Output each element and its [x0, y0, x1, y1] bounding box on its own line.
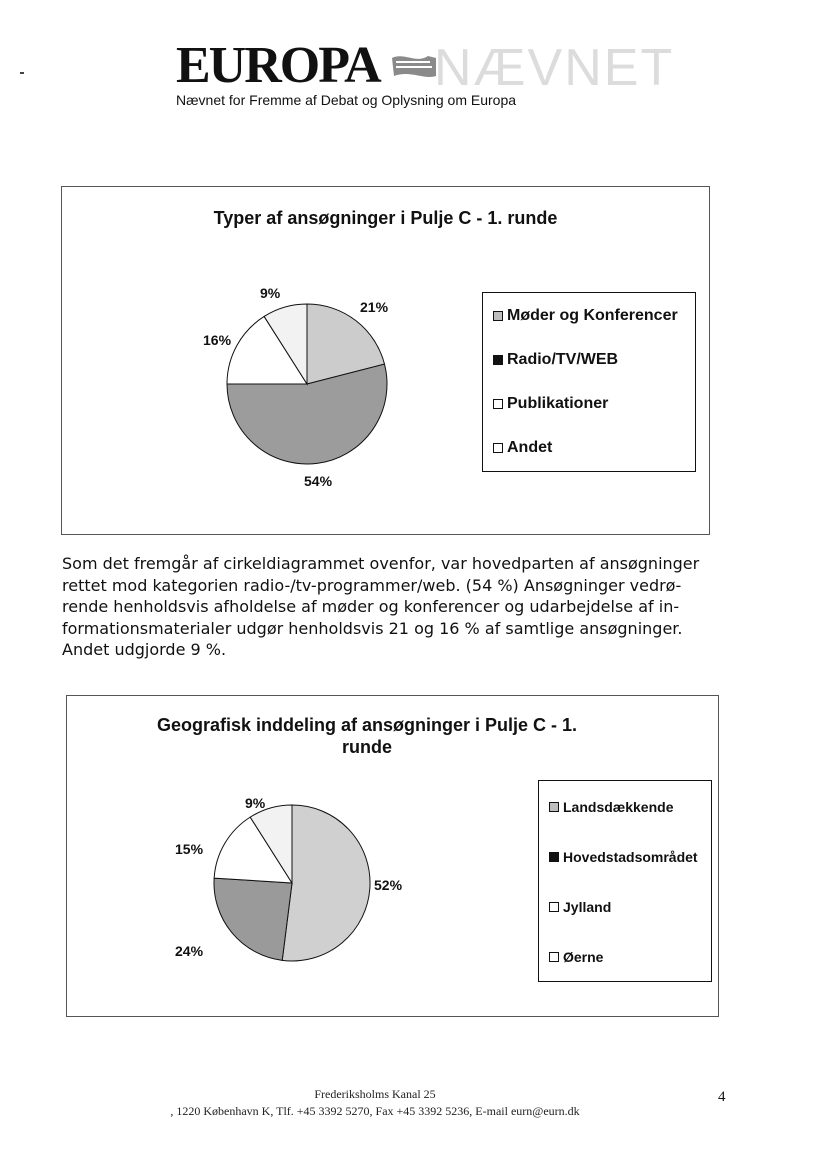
- legend-item-landsdaekkende: [549, 799, 673, 815]
- paragraph-line: formationsmaterialer udgør henholdsvis 21 og 16 % af samtlige ansøgninger.: [62, 618, 683, 638]
- legend-label: Øerne: [563, 949, 604, 965]
- legend-swatch: [549, 952, 559, 962]
- europanaevnet-logo: [168, 37, 675, 97]
- footer-address-street: Frederiksholms Kanal 25: [314, 1087, 436, 1101]
- legend-item-jylland: [549, 899, 611, 915]
- logo-word-naevnet: NÆVNET: [434, 39, 675, 97]
- legend-label: Jylland: [563, 899, 612, 915]
- body-paragraph: [62, 553, 762, 661]
- chart-legend: [538, 780, 712, 982]
- logo-word-europa: EUROPA: [176, 37, 380, 94]
- margin-mark: [20, 72, 24, 74]
- chart-title: Typer af ansøgninger i Pulje C - 1. runde: [213, 208, 558, 228]
- paragraph-line: Som det fremgår af cirkeldiagrammet ovenfor, var hovedparten af ansøgninger: [62, 554, 700, 573]
- legend-swatch: [493, 311, 503, 321]
- slice-label-jylland: 15%: [175, 841, 204, 857]
- legend-swatch: [549, 902, 559, 912]
- legend-swatch: [493, 399, 503, 409]
- legend-label: Møder og Konferencer: [507, 307, 678, 324]
- slice-label-publikationer: 16%: [203, 332, 232, 348]
- legend-label: Publikationer: [507, 395, 609, 412]
- chart-frame-application-types: [61, 186, 710, 535]
- legend-swatch: [549, 852, 559, 862]
- page-number: 4: [718, 1089, 726, 1105]
- slice-label-oeerne: 9%: [245, 795, 266, 811]
- legend-swatch: [493, 355, 503, 365]
- legend-label: Hovedstadsområdet: [563, 849, 698, 865]
- pie-chart-application-types: [202, 277, 422, 492]
- legend-item-moeder-og-konferencer: [493, 307, 678, 325]
- slice-label-landsdaekkende: 52%: [374, 877, 403, 893]
- slice-label-hovedstadsomraadet: 24%: [175, 943, 204, 959]
- legend-swatch: [493, 443, 503, 453]
- footer-address-contact: , 1220 København K, Tlf. +45 3392 5270, Fax +45 3392 5236, E-mail eurn@eurn.dk: [170, 1104, 580, 1118]
- slice-label-radio-tv-web: 54%: [304, 473, 333, 489]
- legend-label: Radio/TV/WEB: [507, 351, 619, 368]
- paragraph-line: rende henholdsvis afholdelse af møder og konferencer og udarbejdelse af in-: [62, 597, 680, 616]
- legend-item-andet: [493, 439, 552, 457]
- paragraph-line: rettet mod kategorien radio-/tv-programmer/web. (54 %) Ansøgninger vedrø-: [62, 575, 682, 595]
- organization-tagline: Nævnet for Fremme af Debat og Oplysning om Europa: [176, 92, 517, 108]
- legend-swatch: [549, 802, 559, 812]
- pie-chart-geographic-distribution: [157, 786, 417, 981]
- pie-slice-hovedstadsomraadet: [214, 878, 292, 960]
- chart-title-line: runde: [341, 737, 392, 757]
- chart-legend: [482, 292, 696, 472]
- chart-title: [97, 714, 637, 758]
- legend-label: Andet: [507, 439, 553, 456]
- chart-title-line: Geografisk inddeling af ansøgninger i Pulje C - 1.: [156, 715, 578, 735]
- pie-slice-landsdaekkende: [282, 805, 370, 961]
- slice-label-moeder-og-konferencer: 21%: [360, 299, 389, 315]
- slice-label-andet: 9%: [260, 285, 281, 301]
- legend-item-oeerne: [549, 949, 603, 965]
- chart-frame-geographic-distribution: [66, 695, 719, 1017]
- legend-item-radio-tv-web: [493, 351, 618, 369]
- paragraph-line: Andet udgjorde 9 %.: [62, 640, 227, 659]
- legend-item-hovedstadsomraadet: [549, 849, 698, 865]
- legend-item-publikationer: [493, 395, 608, 413]
- legend-label: Landsdækkende: [563, 799, 674, 815]
- flag-icon: [390, 50, 440, 80]
